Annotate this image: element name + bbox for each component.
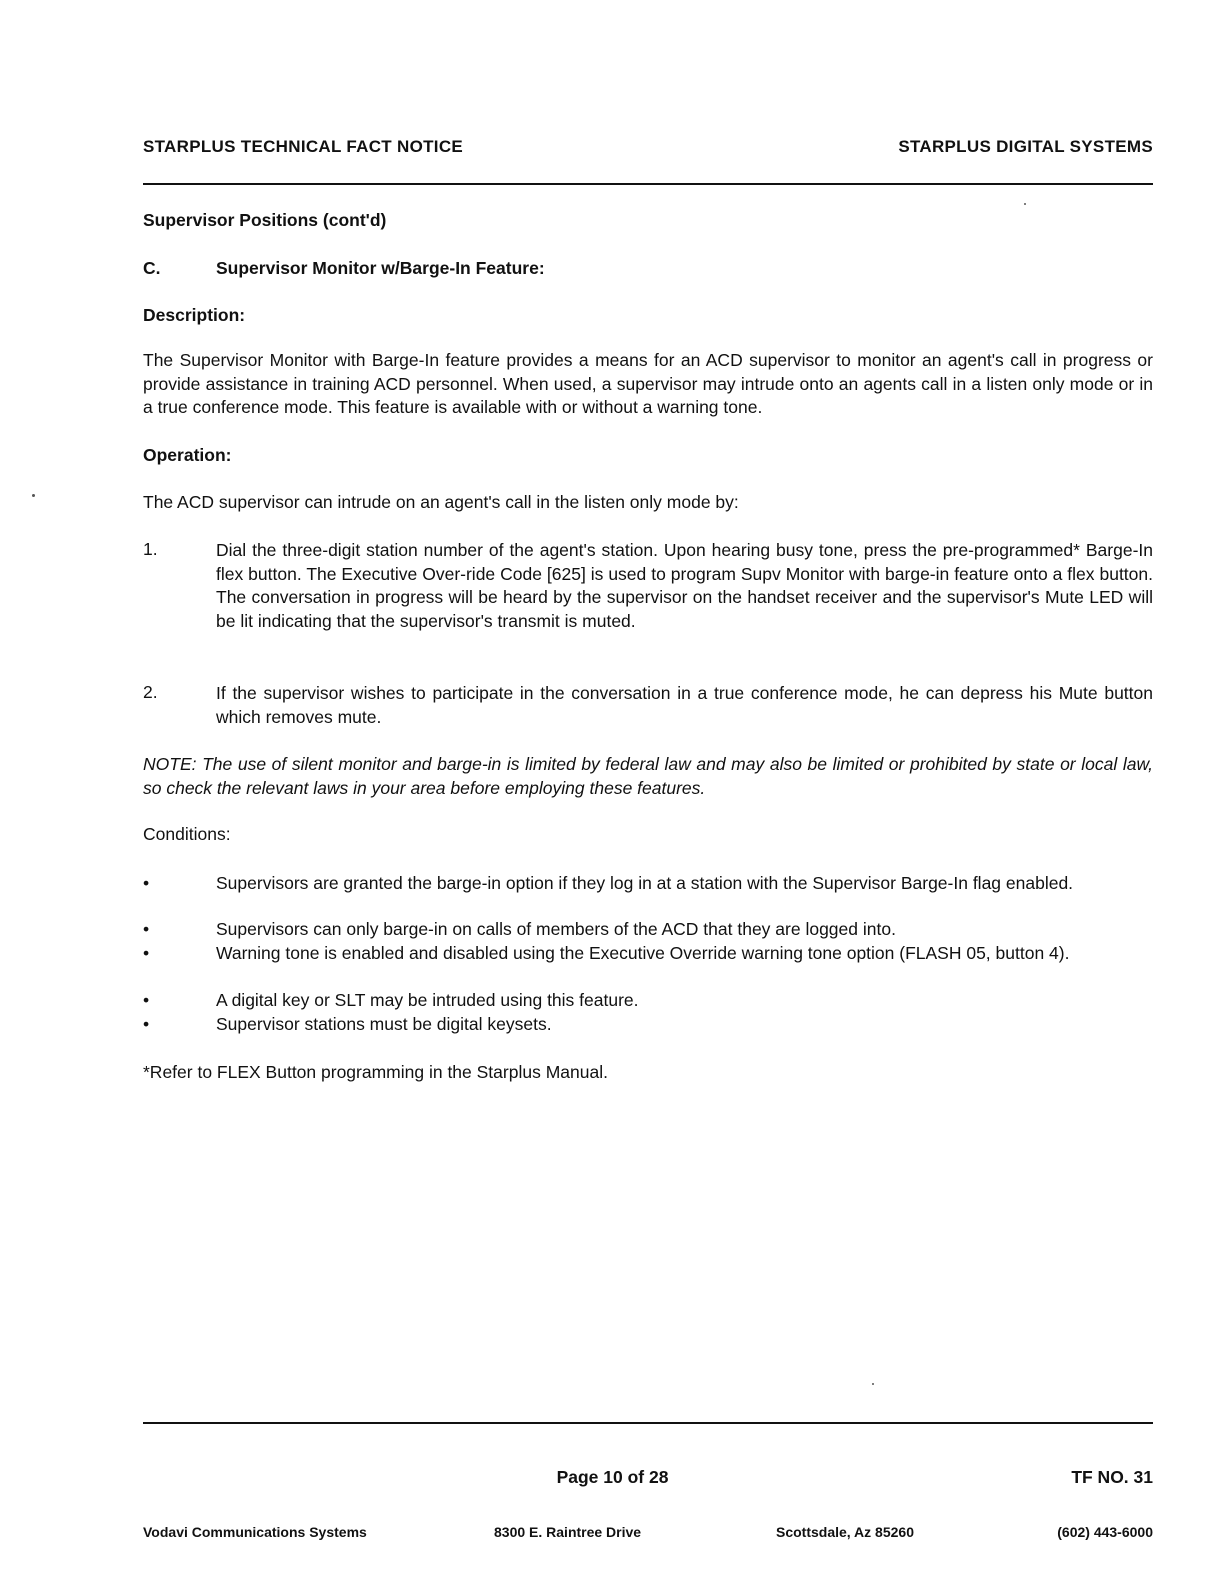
footer-phone: (602) 443-6000: [1057, 1524, 1153, 1540]
bullet-icon: •: [143, 873, 150, 893]
footer-city: Scottsdale, Az 85260: [776, 1524, 914, 1540]
operation-heading: Operation:: [143, 445, 232, 465]
subsection-title: Supervisor Monitor w/Barge-In Feature:: [216, 258, 545, 278]
section-title: Supervisor Positions (cont'd): [143, 210, 387, 230]
bullet-icon: •: [143, 919, 150, 939]
step-text: Dial the three-digit station number of the agent's station. Upon hearing busy tone, press the pre-programmed* Barge-In flex button. The Executive Over-ride Code [625] is used to program Supv Monitor with barge-in feature onto a flex button. The conversation in progress will be heard by the supervisor on the handset receiver and the supervisor's Mute LED will be lit indicating that the supervisor's transmit is muted.: [216, 540, 1153, 631]
bullet-icon: •: [143, 990, 150, 1010]
tf-number: TF NO. 31: [1071, 1467, 1153, 1487]
step-number: 1.: [143, 539, 158, 559]
scan-speck: [32, 494, 35, 497]
footnote: *Refer to FLEX Button programming in the Starplus Manual.: [143, 1062, 608, 1082]
scan-speck: [1024, 203, 1026, 205]
subsection-letter: C.: [143, 258, 161, 278]
operation-intro: The ACD supervisor can intrude on an agent's call in the listen only mode by:: [143, 492, 739, 512]
scan-speck: [872, 1383, 874, 1385]
description-text: The Supervisor Monitor with Barge-In feature provides a means for an ACD supervisor to monitor an agent's call in progress or provide assistance in training ACD personnel. When used, a supervisor may intrude onto an agents call in a listen only mode or in a true conference mode. This feature is available with or without a warning tone.: [143, 350, 1153, 417]
header-left-title: STARPLUS TECHNICAL FACT NOTICE: [143, 137, 464, 156]
step-text: If the supervisor wishes to participate in the conversation in a true conference mode, he can depress his Mute button which removes mute.: [216, 683, 1153, 727]
header-right-title: STARPLUS DIGITAL SYSTEMS: [898, 137, 1153, 156]
condition-item: Supervisors can only barge-in on calls of members of the ACD that they are logged into.: [216, 919, 896, 939]
step-number: 2.: [143, 682, 158, 702]
condition-item: A digital key or SLT may be intruded using this feature.: [216, 990, 639, 1010]
condition-item: Supervisor stations must be digital keysets.: [216, 1014, 552, 1034]
condition-item: Warning tone is enabled and disabled using the Executive Override warning tone option (FLASH 05, button 4).: [216, 943, 1070, 963]
condition-item: Supervisors are granted the barge-in option if they log in at a station with the Supervisor Barge-In flag enabled.: [216, 873, 1074, 893]
description-heading: Description:: [143, 305, 246, 325]
bullet-icon: •: [143, 943, 150, 963]
conditions-heading: Conditions:: [143, 824, 231, 844]
footer-address: 8300 E. Raintree Drive: [494, 1524, 642, 1540]
page-number: Page 10 of 28: [556, 1467, 669, 1487]
header-divider: [143, 183, 1153, 185]
bullet-icon: •: [143, 1014, 150, 1034]
footer-divider: [143, 1422, 1153, 1424]
footer-company: Vodavi Communications Systems: [143, 1524, 367, 1540]
legal-note: NOTE: The use of silent monitor and barge-in is limited by federal law and may also be limited or prohibited by state or local law, so check the relevant laws in your area before employing these features.: [143, 754, 1153, 798]
